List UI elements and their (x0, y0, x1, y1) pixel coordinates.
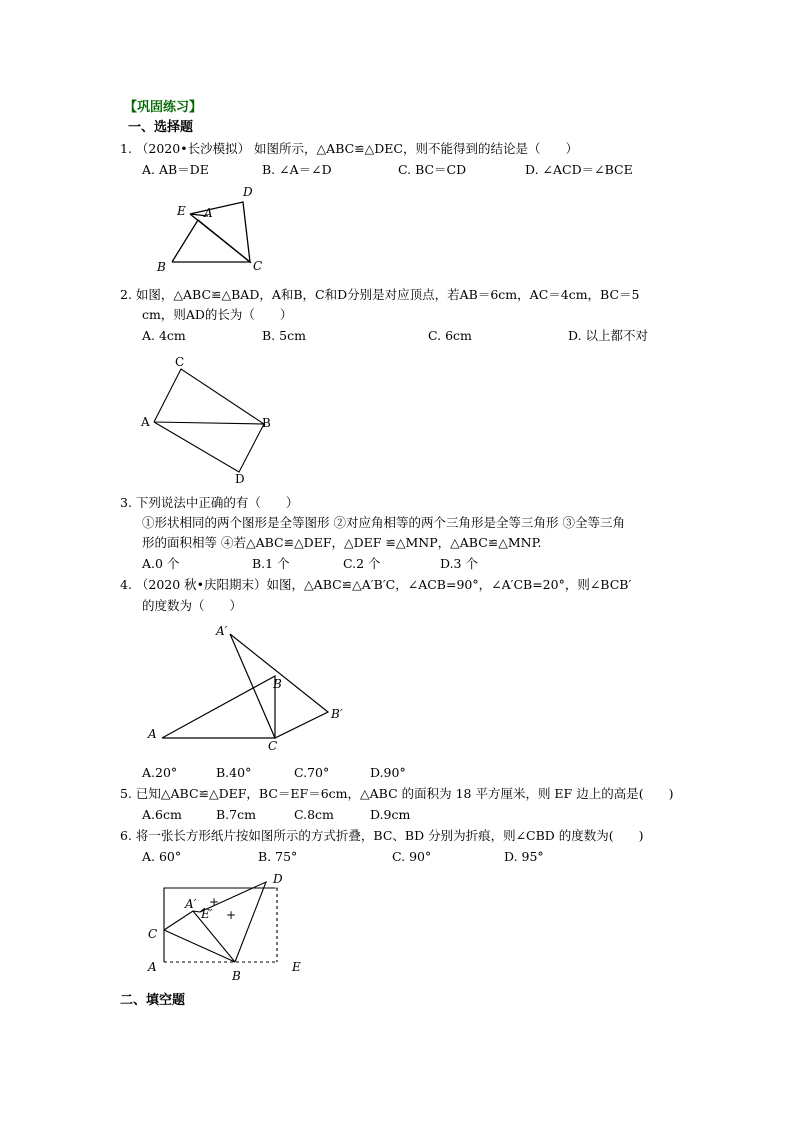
q1-option-b[interactable]: B. ∠A＝∠D (262, 162, 332, 177)
q1-option-a[interactable]: A. AB＝DE (142, 162, 209, 177)
q3-statement-line1: ①形状相同的两个图形是全等图形 ②对应角相等的两个三角形是全等三角形 ③全等三角 (142, 515, 625, 530)
q4-figure (140, 618, 360, 756)
q2-option-a[interactable]: A. 4cm (142, 328, 186, 343)
q4-triangle-abc (162, 676, 275, 738)
q1-option-c[interactable]: C. BC＝CD (398, 162, 467, 177)
q2-label-b: B (262, 416, 271, 430)
q2-triangle-bad (154, 422, 264, 472)
q2-option-d[interactable]: D. 以上都不对 (568, 328, 649, 343)
q6-figure (140, 868, 325, 986)
q6-option-d[interactable]: D. 95° (504, 849, 544, 864)
q4-label-b-prime: B′ (331, 707, 343, 721)
q3-option-c[interactable]: C.2 个 (343, 556, 381, 571)
part1-title: 一、选择题 (128, 120, 194, 135)
q1-label-b: B (157, 260, 166, 274)
q4-label-b: B (273, 677, 282, 691)
q4-option-a[interactable]: A.20° (142, 765, 178, 780)
q4-stem-line2: 的度数为（ ） (142, 598, 243, 613)
q1-stem: 1. （2020•长沙模拟） 如图所示，△ABC≌△DEC，则不能得到的结论是（ ） (120, 141, 578, 156)
q5-option-d[interactable]: D.9cm (370, 807, 411, 822)
q1-label-c: C (253, 259, 263, 273)
q2-label-c: C (175, 355, 185, 369)
q3-option-d[interactable]: D.3 个 (440, 556, 478, 571)
q5-option-a[interactable]: A.6cm (142, 807, 182, 822)
q6-label-b: B (232, 969, 241, 983)
q6-option-c[interactable]: C. 90° (392, 849, 432, 864)
q5-option-c[interactable]: C.8cm (294, 807, 334, 822)
q1-label-a: A (204, 206, 213, 220)
q6-option-b[interactable]: B. 75° (258, 849, 298, 864)
q6-label-a-prime: A′ (185, 897, 197, 911)
q6-label-e-prime: E′ (201, 907, 213, 921)
q1-option-d[interactable]: D. ∠ACD＝∠BCE (525, 162, 633, 177)
q6-option-a[interactable]: A. 60° (142, 849, 182, 864)
q1-triangle-dec (190, 202, 250, 262)
q2-option-b[interactable]: B. 5cm (262, 328, 306, 343)
q3-option-b[interactable]: B.1 个 (252, 556, 290, 571)
q3-statement-line2: 形的面积相等 ④若△ABC≌△DEF，△DEF ≌△MNP，△ABC≌△MNP. (142, 535, 542, 550)
q3-stem: 3. 下列说法中正确的有（ ） (120, 495, 299, 510)
q4-stem-line1: 4. （2020 秋•庆阳期末）如图，△ABC≌△A′B′C，∠ACB=90°，∠A′CB=20°，则∠BCB′ (120, 577, 632, 592)
q6-marker-2: + (226, 908, 237, 922)
section-header: 【巩固练习】 (124, 100, 203, 115)
q2-figure (138, 352, 278, 487)
q2-option-c[interactable]: C. 6cm (428, 328, 472, 343)
q2-label-a: A (141, 415, 150, 429)
part2-title: 二、填空题 (120, 993, 186, 1008)
q6-fold-bc (164, 911, 235, 962)
q6-rect-top-left (164, 888, 275, 962)
q5-option-b[interactable]: B.7cm (216, 807, 256, 822)
q4-option-c[interactable]: C.70° (294, 765, 330, 780)
q6-label-a: A (148, 960, 157, 974)
q1-label-d: D (243, 185, 253, 199)
q4-label-c: C (268, 739, 278, 753)
q6-label-c: C (148, 927, 158, 941)
q6-label-d: D (273, 872, 283, 886)
q1-figure (150, 180, 280, 275)
q4-option-d[interactable]: D.90° (370, 765, 406, 780)
q6-fold-bd (200, 882, 266, 962)
q4-label-a-prime: A′ (216, 624, 228, 638)
q6-label-e: E (292, 960, 301, 974)
q1-label-e: E (177, 204, 186, 218)
q5-stem: 5. 已知△ABC≌△DEF，BC＝EF＝6cm，△ABC 的面积为 18 平方厘米，则 EF 边上的高是( ) (120, 786, 674, 801)
q2-triangle-abc (154, 369, 264, 424)
q1-triangle-abc (172, 220, 250, 262)
q4-option-b[interactable]: B.40° (216, 765, 252, 780)
q2-label-d: D (235, 472, 245, 486)
q6-marker-1: + (209, 895, 220, 909)
q4-label-a: A (148, 727, 157, 741)
q2-stem-line2: cm，则AD的长为（ ） (142, 307, 293, 322)
q6-stem: 6. 将一张长方形纸片按如图所示的方式折叠，BC、BD 分别为折痕，则∠CBD 的度数为( ) (120, 828, 644, 843)
q3-option-a[interactable]: A.0 个 (142, 556, 180, 571)
q2-stem-line1: 2. 如图，△ABC≌△BAD，A和B，C和D分别是对应顶点，若AB＝6cm，AC＝4cm，BC＝5 (120, 287, 640, 302)
